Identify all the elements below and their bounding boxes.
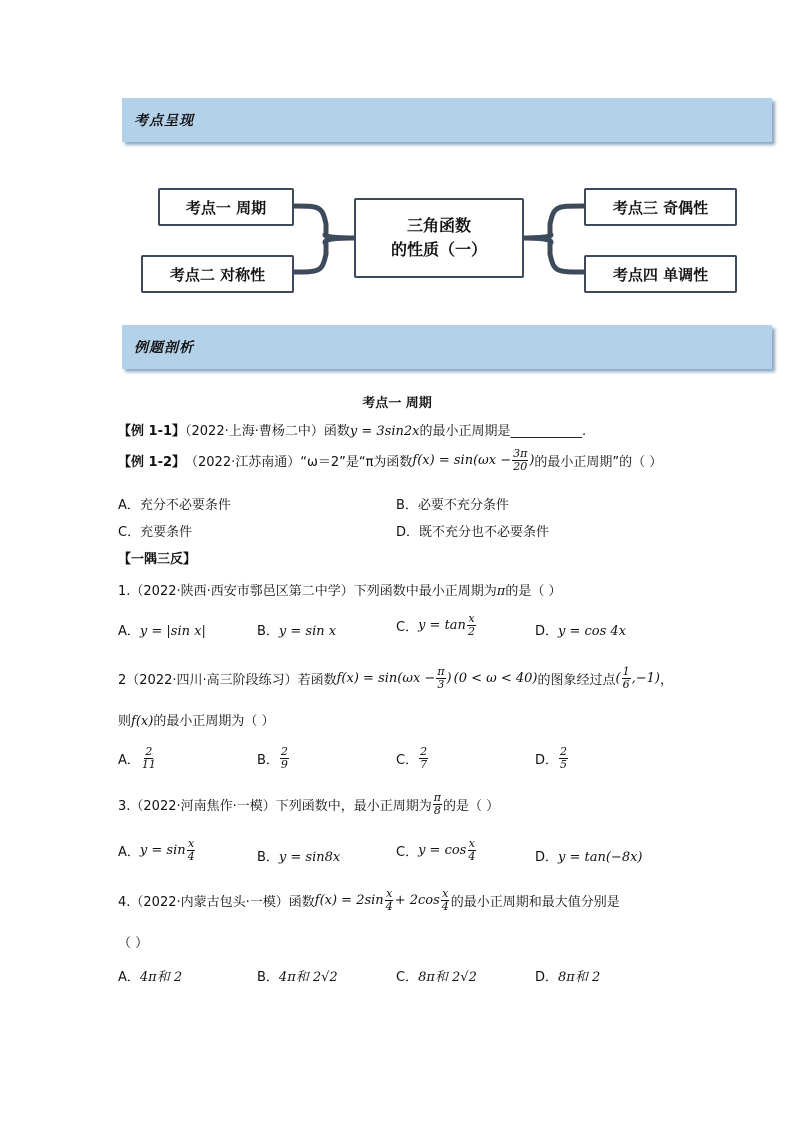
denominator: 9 bbox=[280, 758, 288, 771]
q1-option-c[interactable] bbox=[396, 613, 477, 638]
question-4-paren: （ ） bbox=[118, 936, 149, 951]
example-source: （2022·江苏南通）“ω＝2”是“π为函数 bbox=[185, 455, 413, 470]
example-tag: 【例 1-2】 bbox=[118, 455, 186, 470]
section-title: 考点一 周期 bbox=[362, 396, 432, 411]
formula: f(x) = sin(ωx − bbox=[336, 671, 436, 686]
formula: y = cos 4x bbox=[558, 624, 627, 639]
option-label: A． bbox=[118, 753, 140, 768]
banner-label: 例题剖析 bbox=[134, 340, 194, 356]
option-label: D． bbox=[535, 970, 559, 985]
q4-option-d[interactable] bbox=[535, 966, 600, 985]
option-label: A． bbox=[118, 970, 140, 985]
example-1-2 bbox=[118, 448, 662, 473]
mindmap-center-node bbox=[354, 198, 524, 278]
section-banner-liti bbox=[122, 325, 772, 369]
option-a[interactable]: A．充分不必要条件 bbox=[118, 498, 231, 513]
option-label: D． bbox=[535, 624, 559, 639]
formula: + 2cos bbox=[394, 893, 440, 908]
denominator: 4 bbox=[187, 850, 195, 863]
numerator: 3π bbox=[513, 447, 528, 460]
formula: y = cos bbox=[418, 843, 467, 858]
mindmap-node-parity bbox=[584, 188, 737, 226]
option-label: C． bbox=[396, 620, 419, 635]
node-label: 考点四 单调性 bbox=[612, 265, 709, 284]
question-text: 的最小正周期为（ ） bbox=[153, 714, 275, 729]
numerator: 1 bbox=[622, 665, 630, 678]
formula: (0 < ω < 40) bbox=[453, 671, 538, 686]
numerator: 2 bbox=[145, 745, 153, 758]
formula: y = |sin x| bbox=[139, 624, 206, 639]
question-text: 的是（ ） bbox=[505, 584, 562, 599]
banner-label: 考点呈现 bbox=[134, 113, 194, 129]
option-label: B． bbox=[257, 753, 279, 768]
q4-option-c[interactable] bbox=[396, 966, 477, 985]
denominator: 20 bbox=[513, 460, 528, 473]
question-text: 4.（2022·内蒙古包头·一模）函数 bbox=[118, 895, 315, 910]
practice-heading: 【一隅三反】 bbox=[118, 552, 197, 567]
formula: y = 3sin2x bbox=[349, 424, 420, 439]
formula: f(x) = 2sin bbox=[314, 893, 384, 908]
node-label: 考点二 对称性 bbox=[169, 265, 266, 284]
formula: 8π和 2√2 bbox=[418, 970, 477, 985]
node-label: 考点一 周期 bbox=[185, 198, 267, 217]
option-b[interactable]: B．必要不充分条件 bbox=[396, 498, 509, 513]
formula: f(x) bbox=[131, 714, 154, 729]
q4-option-b[interactable] bbox=[257, 966, 338, 985]
answer-blank: ___________. bbox=[510, 424, 587, 439]
option-label: B． bbox=[257, 624, 279, 639]
question-text: 2（2022·四川·高三阶段练习）若函数 bbox=[118, 673, 337, 688]
formula: ( bbox=[615, 671, 621, 686]
numerator: π bbox=[437, 665, 445, 678]
mindmap-node-monotonicity bbox=[584, 255, 737, 293]
option-label: B． bbox=[257, 850, 279, 865]
example-1-1 bbox=[118, 420, 586, 439]
option-d[interactable]: D．既不充分也不必要条件 bbox=[396, 525, 550, 540]
option-c[interactable]: C．充要条件 bbox=[118, 525, 193, 540]
example-source: （2022·上海·曹杨二中）函数 bbox=[185, 424, 350, 439]
fraction bbox=[385, 888, 394, 913]
denominator: 4 bbox=[441, 900, 449, 913]
fraction bbox=[512, 448, 528, 473]
option-label: B． bbox=[257, 970, 279, 985]
question-text: 3.（2022·河南焦作·一模）下列函数中，最小正周期为 bbox=[118, 799, 432, 814]
q3-option-b[interactable] bbox=[257, 846, 340, 865]
question-text: 则 bbox=[118, 714, 132, 729]
formula: y = sin bbox=[139, 843, 186, 858]
fraction bbox=[141, 746, 157, 771]
fraction bbox=[559, 746, 568, 771]
formula: y = sin8x bbox=[278, 850, 341, 865]
formula: ,−1) bbox=[631, 671, 660, 686]
fraction bbox=[467, 838, 476, 863]
numerator: x bbox=[386, 887, 393, 900]
question-4 bbox=[118, 888, 620, 913]
q1-option-d[interactable] bbox=[535, 620, 626, 639]
formula: ) bbox=[529, 453, 535, 468]
option-label: D． bbox=[535, 850, 559, 865]
option-label: C． bbox=[396, 753, 419, 768]
numerator: x bbox=[188, 837, 195, 850]
option-label: A． bbox=[118, 624, 140, 639]
question-2-line2 bbox=[118, 710, 274, 729]
numerator: π bbox=[433, 791, 441, 804]
q1-option-a[interactable] bbox=[118, 620, 206, 639]
option-label: C． bbox=[396, 970, 419, 985]
q1-option-b[interactable] bbox=[257, 620, 336, 639]
q2-option-a[interactable] bbox=[118, 746, 158, 771]
fraction bbox=[622, 666, 631, 691]
denominator: 3 bbox=[437, 678, 445, 691]
formula: π bbox=[496, 584, 506, 599]
formula: 8π和 2 bbox=[558, 970, 601, 985]
denominator: 11 bbox=[141, 758, 156, 771]
question-text: 的最小正周期”的（ ） bbox=[534, 455, 663, 470]
numerator: x bbox=[468, 837, 475, 850]
formula: y = sin x bbox=[278, 624, 337, 639]
numerator: 2 bbox=[420, 745, 428, 758]
question-text: 1.（2022·陕西·西安市鄠邑区第二中学）下列函数中最小正周期为 bbox=[118, 584, 497, 599]
numerator: x bbox=[442, 887, 449, 900]
center-label-line2: 的性质（一） bbox=[390, 240, 487, 259]
fraction bbox=[467, 613, 476, 638]
question-2 bbox=[118, 666, 673, 691]
option-label: C． bbox=[396, 845, 419, 860]
denominator: 4 bbox=[385, 900, 393, 913]
q2-option-d[interactable] bbox=[535, 746, 569, 771]
option-label: A． bbox=[118, 845, 140, 860]
numerator: 2 bbox=[560, 745, 568, 758]
formula: 4π和 2√2 bbox=[278, 970, 338, 985]
denominator: 8 bbox=[433, 804, 441, 817]
numerator: 2 bbox=[280, 745, 288, 758]
denominator: 7 bbox=[420, 758, 428, 771]
node-label: 考点三 奇偶性 bbox=[612, 198, 709, 217]
question-text: 的图象经过点 bbox=[537, 673, 616, 688]
q3-option-d[interactable] bbox=[535, 846, 643, 865]
center-label-line1: 三角函数 bbox=[406, 216, 471, 235]
fraction bbox=[433, 792, 442, 817]
q3-option-c[interactable] bbox=[396, 838, 477, 863]
fraction bbox=[436, 666, 445, 691]
formula: y = tan bbox=[418, 618, 466, 633]
question-text: 的是（ ） bbox=[443, 799, 500, 814]
question-1 bbox=[118, 580, 561, 599]
q2-option-c[interactable] bbox=[396, 746, 429, 771]
question-text: 的最小正周期和最大值分别是 bbox=[450, 895, 620, 910]
q2-option-b[interactable] bbox=[257, 746, 290, 771]
q3-option-a[interactable] bbox=[118, 838, 197, 863]
q4-option-a[interactable] bbox=[118, 966, 182, 985]
question-3 bbox=[118, 792, 499, 817]
denominator: 2 bbox=[467, 625, 475, 638]
example-tag: 【例 1-1】 bbox=[118, 424, 186, 439]
denominator: 5 bbox=[560, 758, 568, 771]
numerator: x bbox=[468, 612, 475, 625]
question-text: 的最小正周期是 bbox=[419, 424, 511, 439]
fraction bbox=[441, 888, 450, 913]
formula: f(x) = sin(ωx − bbox=[412, 453, 512, 468]
denominator: 6 bbox=[622, 678, 630, 691]
formula: 4π和 2 bbox=[139, 970, 183, 985]
fraction bbox=[419, 746, 428, 771]
fraction bbox=[280, 746, 289, 771]
punctuation: ， bbox=[659, 673, 673, 688]
fraction bbox=[187, 838, 196, 863]
mindmap-node-symmetry bbox=[141, 255, 294, 293]
option-label: D． bbox=[535, 753, 559, 768]
formula: y = tan(−8x) bbox=[558, 850, 643, 865]
denominator: 4 bbox=[468, 850, 476, 863]
mindmap-node-period bbox=[158, 188, 294, 226]
formula: ) bbox=[446, 671, 452, 686]
